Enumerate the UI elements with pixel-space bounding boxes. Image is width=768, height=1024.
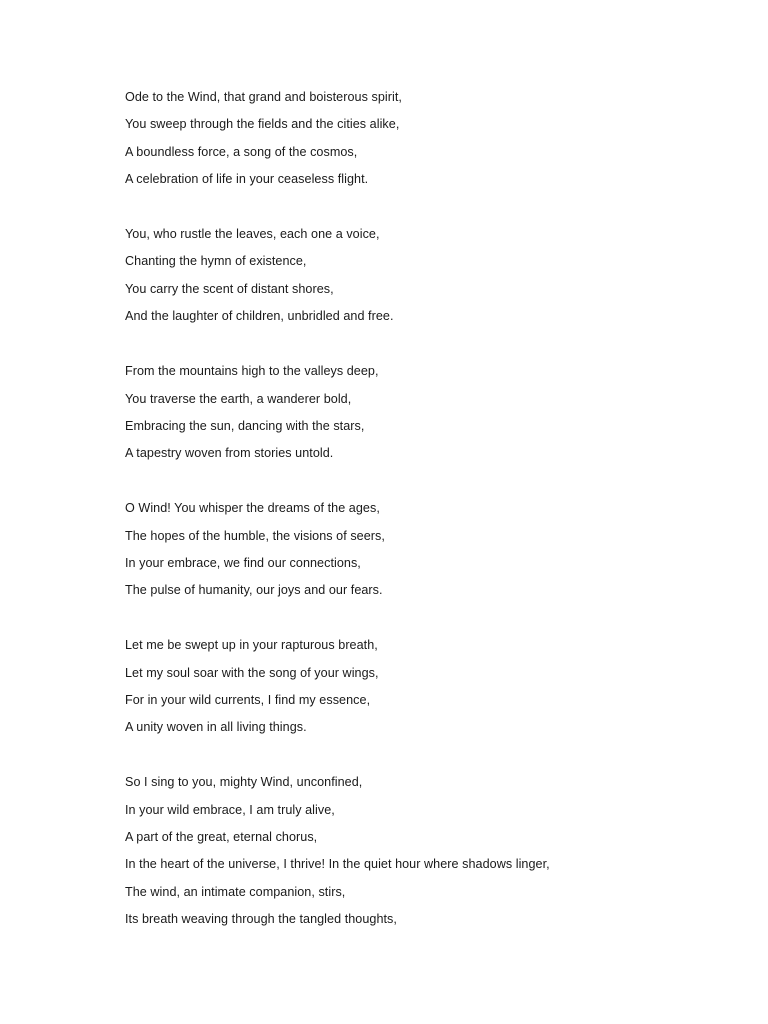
poem-line: A tapestry woven from stories untold.: [125, 446, 334, 461]
poem-line: You sweep through the fields and the cities alike,: [125, 117, 400, 132]
poem-line: The hopes of the humble, the visions of seers,: [125, 528, 385, 543]
stanza-6: [125, 769, 725, 933]
poem-line: In your embrace, we find our connections,: [125, 555, 361, 570]
stanza-3: [125, 358, 725, 468]
poem-line: For in your wild currents, I find my essence,: [125, 693, 371, 708]
stanza-5: [125, 632, 725, 742]
poem-line: You, who rustle the leaves, each one a voice,: [125, 227, 380, 242]
poem-line: Its breath weaving through the tangled thoughts,: [125, 912, 397, 927]
poem-line: Chanting the hymn of existence,: [125, 254, 307, 269]
poem-line: In the heart of the universe, I thrive! In the quiet hour where shadows linger,: [125, 857, 550, 872]
poem-line: Ode to the Wind, that grand and boisterous spirit,: [125, 90, 402, 104]
poem-line: From the mountains high to the valleys deep,: [125, 364, 379, 379]
poem-line: A part of the great, eternal chorus,: [125, 830, 318, 845]
poem-line: Embracing the sun, dancing with the stars,: [125, 418, 365, 433]
poem-body: [125, 84, 725, 961]
poem-line: You carry the scent of distant shores,: [125, 281, 334, 296]
poem-line: The pulse of humanity, our joys and our fears.: [125, 583, 383, 598]
stanza-1: [125, 84, 725, 194]
poem-line: A unity woven in all living things.: [125, 720, 307, 735]
poem-line: Let me be swept up in your rapturous breath,: [125, 638, 378, 653]
poem-line: You traverse the earth, a wanderer bold,: [125, 391, 352, 406]
poem-line: Let my soul soar with the song of your wings,: [125, 665, 379, 680]
poem-line: The wind, an intimate companion, stirs,: [125, 884, 346, 899]
poem-line: A boundless force, a song of the cosmos,: [125, 144, 358, 159]
poem-line: And the laughter of children, unbridled and free.: [125, 309, 394, 324]
poem-line: O Wind! You whisper the dreams of the ages,: [125, 501, 380, 516]
poem-line: A celebration of life in your ceaseless flight.: [125, 172, 369, 187]
stanza-2: [125, 221, 725, 331]
poem-line: In your wild embrace, I am truly alive,: [125, 802, 335, 817]
stanza-4: [125, 495, 725, 605]
poem-line: So I sing to you, mighty Wind, unconfined,: [125, 775, 363, 790]
